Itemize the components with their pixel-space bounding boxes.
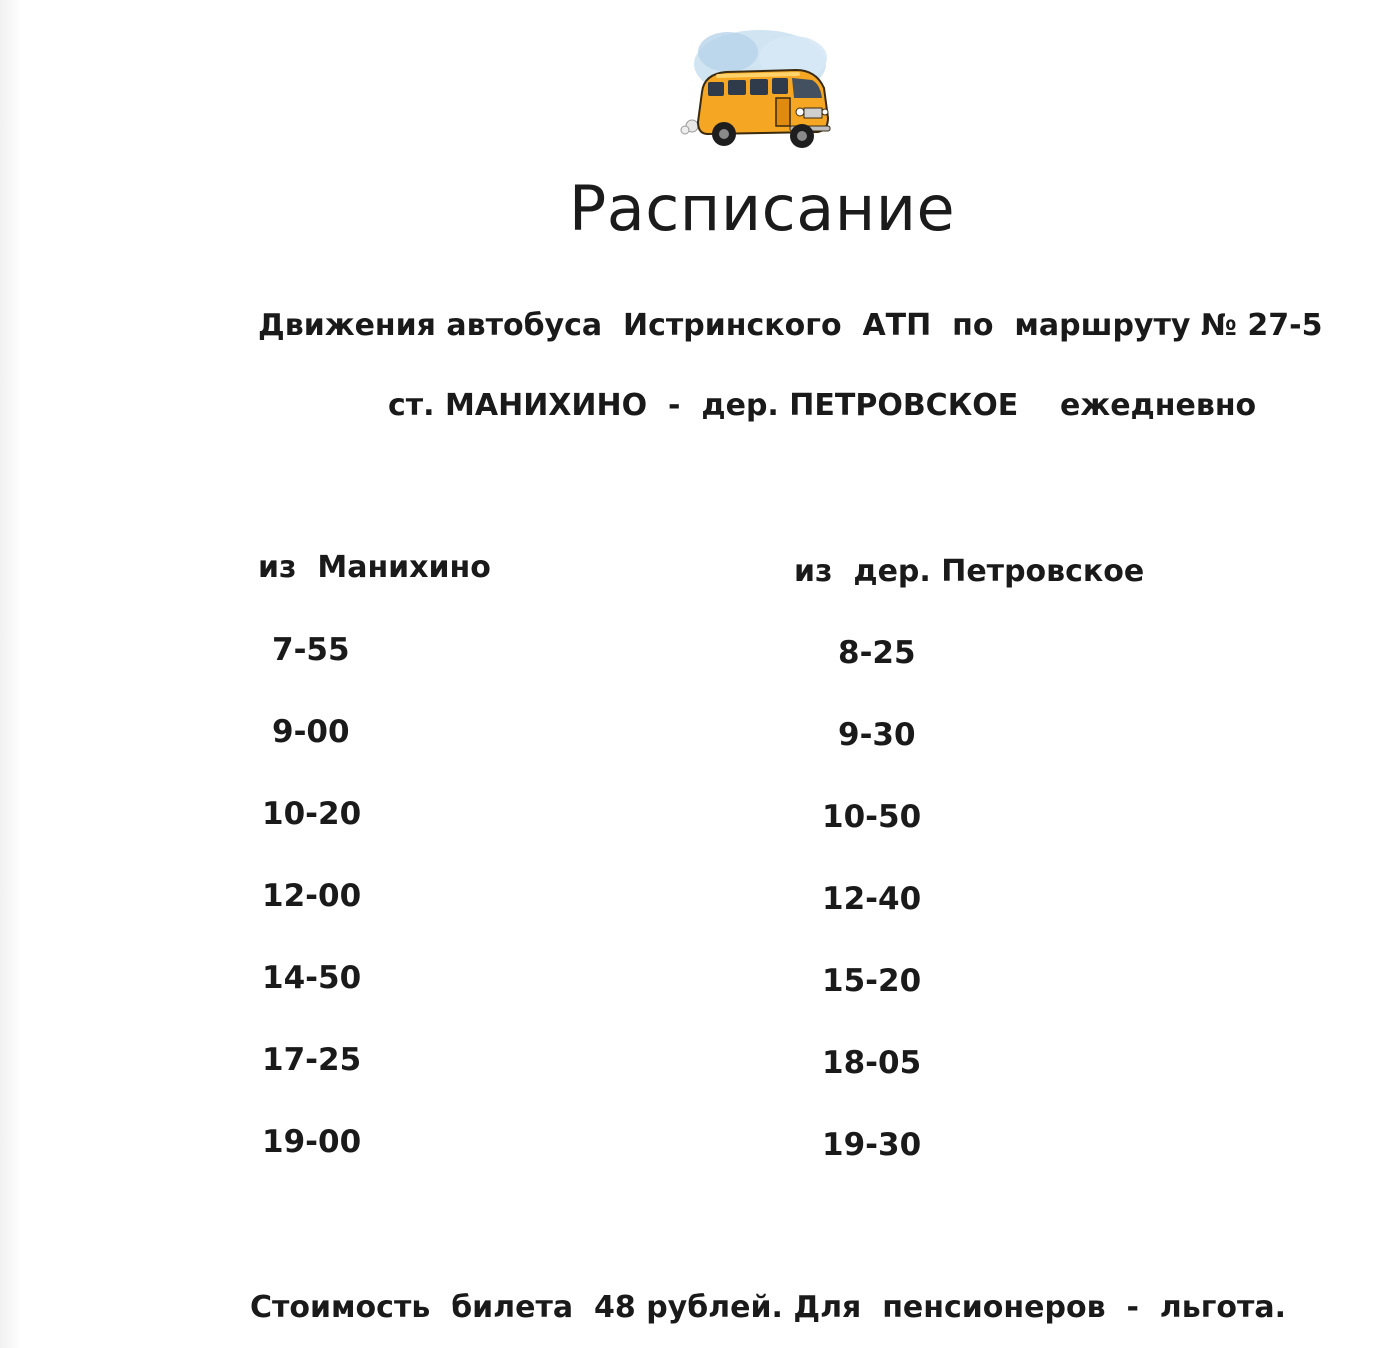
departure-time: 15-20: [822, 963, 922, 999]
departure-time: 8-25: [838, 635, 916, 671]
departure-time: 7-55: [272, 632, 350, 668]
departure-time: 12-00: [262, 878, 362, 914]
page-title: Расписание: [568, 172, 956, 245]
column-header-from-manikhino: из Манихино: [258, 550, 491, 585]
departure-time: 18-05: [822, 1045, 922, 1081]
departure-time: 19-00: [262, 1124, 362, 1160]
departure-time: 19-30: [822, 1127, 922, 1163]
column-header-from-petrovskoe: из дер. Петровское: [794, 554, 1145, 589]
departure-time: 9-30: [838, 717, 916, 753]
departure-time: 12-40: [822, 881, 922, 917]
departure-time: 17-25: [262, 1042, 362, 1078]
departure-time: 10-20: [262, 796, 362, 832]
route-description: Движения автобуса Истринского АТП по маршруту № 27-5: [258, 308, 1323, 343]
bus-icon: [678, 22, 838, 152]
departure-time: 9-00: [272, 714, 350, 750]
route-endpoints: ст. МАНИХИНО - дер. ПЕТРОВСКОЕ ежедневно: [388, 388, 1257, 423]
ticket-price-note: Стоимость билета 48 рублей. Для пенсионеров - льгота.: [250, 1290, 1287, 1325]
departures-from-manikhino: [262, 632, 361, 1206]
departures-from-petrovskoe: [822, 635, 921, 1209]
departure-time: 14-50: [262, 960, 362, 996]
departure-time: 10-50: [822, 799, 922, 835]
